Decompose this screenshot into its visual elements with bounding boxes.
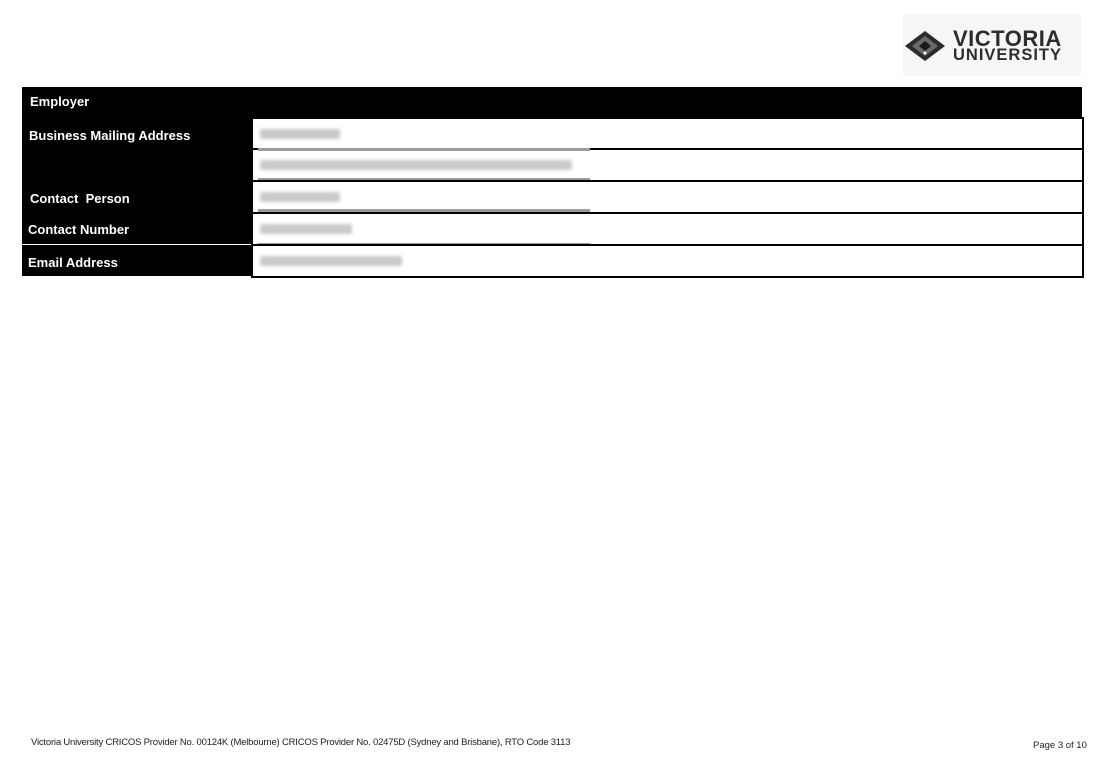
divider-strip [258,148,590,151]
logo-wordmark [953,26,1063,64]
contact-number-value [260,224,352,234]
contact-person-value [260,192,340,202]
page-number: Page 3 of 10 [1033,740,1087,751]
email-address-value [260,256,402,266]
diamond-emblem-icon [905,31,945,61]
business-street-address-value [260,160,572,170]
contact-person-label: Contact Person [22,181,251,213]
business-name-field[interactable] [251,117,1084,150]
logo-line-1: VICTORIA [953,26,1062,51]
business-mailing-address-label: Business Mailing Address [22,117,251,181]
employer-section-header: Employer [22,87,1082,117]
email-address-field[interactable] [251,244,1084,278]
contact-number-label: Contact Number [22,213,251,244]
contact-number-field[interactable] [251,212,1084,246]
victoria-university-logo [903,14,1081,76]
logo-line-2: UNIVERSITY [953,46,1063,64]
footer-provider-info: Victoria University CRICOS Provider No. 00124K (Melbourne) CRICOS Provider No. 02475D (Sydney and Brisbane), RTO Code 3113 [31,737,571,748]
email-address-label: Email Address [22,245,251,276]
business-name-value [260,129,340,139]
business-street-address-field[interactable] [251,148,1084,182]
